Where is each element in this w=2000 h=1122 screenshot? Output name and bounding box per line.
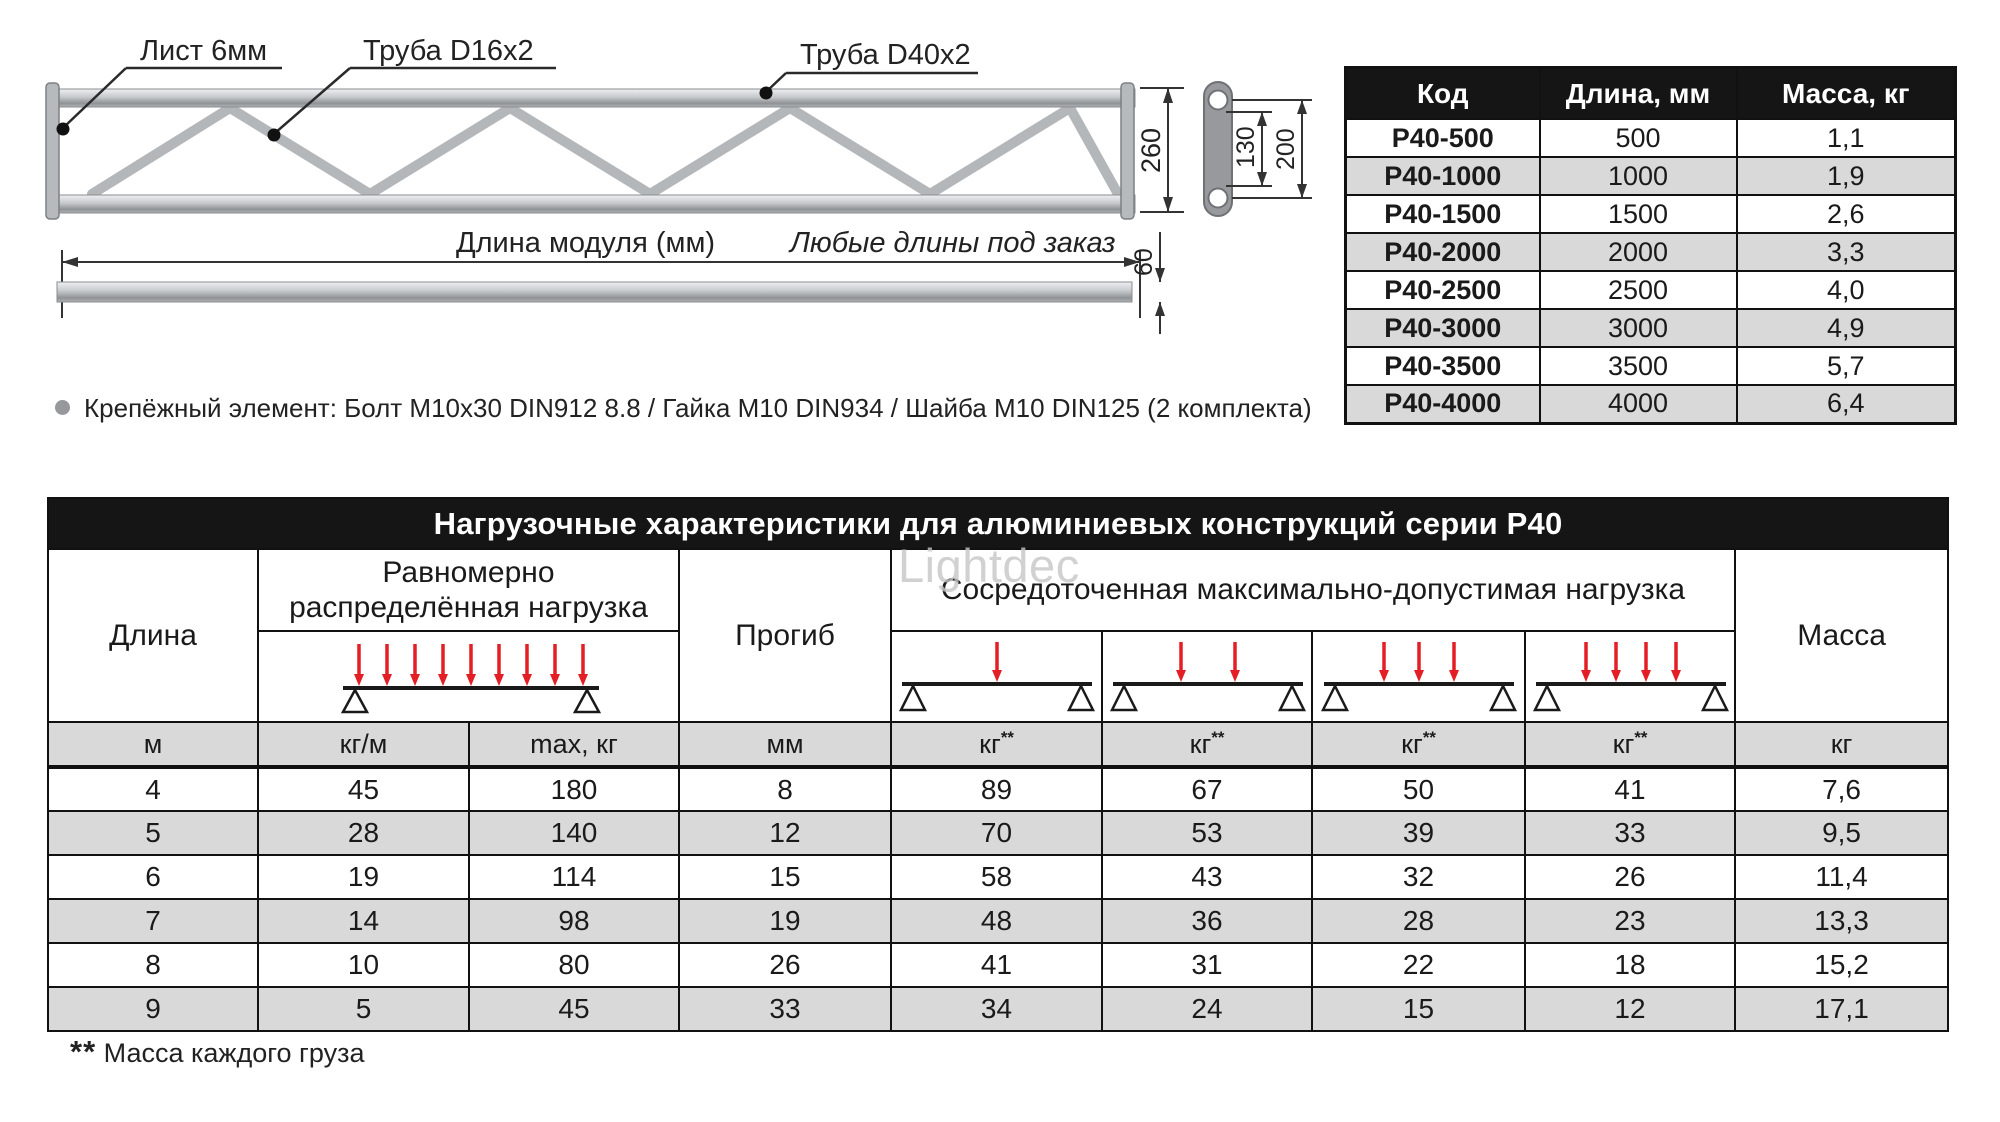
cell: 24 xyxy=(1102,987,1312,1031)
table-row xyxy=(1346,271,1956,309)
cell-mass: 1,1 xyxy=(1737,119,1956,157)
unit-cell: мм xyxy=(679,722,891,767)
cell: 7 xyxy=(48,899,258,943)
unit-cell: max, кг xyxy=(469,722,679,767)
table-row xyxy=(48,855,1948,899)
cell-length: 2500 xyxy=(1540,271,1737,309)
cell-length: 3500 xyxy=(1540,347,1737,385)
load-table-title: Нагрузочные характеристики для алюминиевых конструкций серии Р40 xyxy=(48,498,1948,549)
col-mass-header: Масса xyxy=(1735,549,1948,722)
cell: 19 xyxy=(258,855,469,899)
cell-length: 3000 xyxy=(1540,309,1737,347)
dim-260-label: 260 xyxy=(1136,127,1166,173)
unit-cell: кг** xyxy=(1525,722,1735,767)
table-row xyxy=(48,943,1948,987)
cell: 23 xyxy=(1525,899,1735,943)
cell: 98 xyxy=(469,899,679,943)
cell: 15,2 xyxy=(1735,943,1948,987)
unit-cell: кг/м xyxy=(258,722,469,767)
label-any-length: Любые длины под заказ xyxy=(790,227,1116,259)
unit-cell: кг** xyxy=(1312,722,1525,767)
table-footnote xyxy=(70,1034,364,1070)
cell: 48 xyxy=(891,899,1102,943)
point-load-diagram-4 xyxy=(1525,631,1735,722)
cell: 26 xyxy=(1525,855,1735,899)
uniform-load-diagram xyxy=(258,631,679,722)
cell-code: P40-3000 xyxy=(1346,309,1540,347)
cell-code: P40-2000 xyxy=(1346,233,1540,271)
cell: 22 xyxy=(1312,943,1525,987)
cell-code: P40-3500 xyxy=(1346,347,1540,385)
col-uniform-header xyxy=(258,549,679,631)
cell: 33 xyxy=(1525,811,1735,855)
label-module-length: Длина модуля (мм) xyxy=(456,227,716,259)
cell: 80 xyxy=(469,943,679,987)
cell: 28 xyxy=(258,811,469,855)
codes-table xyxy=(1344,66,1957,425)
cell: 4 xyxy=(48,767,258,811)
cell-length: 500 xyxy=(1540,119,1737,157)
watermark: Lightdec xyxy=(898,539,1080,592)
cell-code: P40-1000 xyxy=(1346,157,1540,195)
cell-mass: 4,0 xyxy=(1737,271,1956,309)
arrowhead xyxy=(1297,100,1307,114)
table-row xyxy=(48,767,1948,811)
cell: 6 xyxy=(48,855,258,899)
cell: 114 xyxy=(469,855,679,899)
cell: 39 xyxy=(1312,811,1525,855)
cell: 89 xyxy=(891,767,1102,811)
cell: 31 xyxy=(1102,943,1312,987)
units-row xyxy=(48,722,1948,767)
cell: 18 xyxy=(1525,943,1735,987)
label-tube-big: Труба D40x2 xyxy=(800,39,971,71)
cell-mass: 4,9 xyxy=(1737,309,1956,347)
cell: 7,6 xyxy=(1735,767,1948,811)
cell: 13,3 xyxy=(1735,899,1948,943)
cell-length: 1500 xyxy=(1540,195,1737,233)
cell-code: P40-4000 xyxy=(1346,385,1540,423)
bullet-icon xyxy=(55,400,70,415)
cell-mass: 6,4 xyxy=(1737,385,1956,423)
unit-cell: кг** xyxy=(1102,722,1312,767)
cell: 32 xyxy=(1312,855,1525,899)
cell: 67 xyxy=(1102,767,1312,811)
cell: 140 xyxy=(469,811,679,855)
cell-length: 2000 xyxy=(1540,233,1737,271)
callout-dot xyxy=(57,123,70,136)
cell-mass: 1,9 xyxy=(1737,157,1956,195)
truss-drawing xyxy=(0,0,1340,360)
col-length-header: Длина xyxy=(48,549,258,722)
table-row xyxy=(1346,347,1956,385)
cell: 180 xyxy=(469,767,679,811)
load-table xyxy=(47,497,1949,1032)
cell: 12 xyxy=(1525,987,1735,1031)
dim-130-label: 130 xyxy=(1232,126,1260,168)
table-row xyxy=(1346,157,1956,195)
cell: 15 xyxy=(1312,987,1525,1031)
cell: 41 xyxy=(1525,767,1735,811)
col-deflection-header: Прогиб xyxy=(679,549,891,722)
unit-cell: кг xyxy=(1735,722,1948,767)
cell-mass: 2,6 xyxy=(1737,195,1956,233)
col-mass: Масса, кг xyxy=(1737,68,1956,120)
arrowhead xyxy=(1297,184,1307,198)
cell: 45 xyxy=(258,767,469,811)
col-concentrated-header: Сосредоточенная максимально-допустимая нагрузка xyxy=(891,549,1735,631)
cell: 19 xyxy=(679,899,891,943)
cell: 14 xyxy=(258,899,469,943)
cell: 8 xyxy=(679,767,891,811)
cell: 15 xyxy=(679,855,891,899)
cell: 26 xyxy=(679,943,891,987)
arrowhead xyxy=(62,257,78,267)
arrowhead xyxy=(1155,302,1165,316)
footnote-symbol: ** xyxy=(70,1034,97,1069)
cell: 11,4 xyxy=(1735,855,1948,899)
unit-cell: кг** xyxy=(891,722,1102,767)
arrowhead xyxy=(1163,197,1173,212)
cell: 28 xyxy=(1312,899,1525,943)
cell-mass: 5,7 xyxy=(1737,347,1956,385)
uniform-header-text: Равномерно распределённая нагрузка xyxy=(289,555,648,624)
cell: 33 xyxy=(679,987,891,1031)
table-row xyxy=(1346,385,1956,423)
table-row xyxy=(48,987,1948,1031)
cell-length: 1000 xyxy=(1540,157,1737,195)
callout-dot xyxy=(268,129,281,142)
callout-dot xyxy=(760,87,773,100)
cell: 36 xyxy=(1102,899,1312,943)
fastener-note: Крепёжный элемент: Болт М10х30 DIN912 8.8 / Гайка М10 DIN934 / Шайба М10 DIN125 (2 комплекта) xyxy=(84,393,1312,423)
cell: 5 xyxy=(48,811,258,855)
col-code: Код xyxy=(1346,68,1540,120)
arrowhead xyxy=(1257,112,1267,126)
arrowhead xyxy=(1257,172,1267,186)
cell-code: P40-1500 xyxy=(1346,195,1540,233)
label-sheet: Лист 6мм xyxy=(140,35,268,67)
callout-tube-big xyxy=(767,73,978,91)
cell-code: P40-500 xyxy=(1346,119,1540,157)
unit-cell: м xyxy=(48,722,258,767)
cell-mass: 3,3 xyxy=(1737,233,1956,271)
module-tube xyxy=(57,282,1132,302)
point-load-diagram-1 xyxy=(891,631,1102,722)
dim-60-label: 60 xyxy=(1130,248,1158,276)
footnote-text: Масса каждого груза xyxy=(103,1038,365,1068)
cell: 8 xyxy=(48,943,258,987)
table-row xyxy=(1346,119,1956,157)
codes-header-row xyxy=(1346,68,1956,120)
table-row xyxy=(48,899,1948,943)
cell: 9 xyxy=(48,987,258,1031)
table-row xyxy=(1346,309,1956,347)
truss-side-view xyxy=(46,83,1135,219)
cell: 10 xyxy=(258,943,469,987)
cell: 53 xyxy=(1102,811,1312,855)
cell: 5 xyxy=(258,987,469,1031)
dim-200-label: 200 xyxy=(1272,128,1300,170)
table-row xyxy=(1346,233,1956,271)
cell: 45 xyxy=(469,987,679,1031)
cell-code: P40-2500 xyxy=(1346,271,1540,309)
cell: 70 xyxy=(891,811,1102,855)
label-tube-small: Труба D16x2 xyxy=(363,35,534,67)
cell-length: 4000 xyxy=(1540,385,1737,423)
col-length: Длина, мм xyxy=(1540,68,1737,120)
cell: 9,5 xyxy=(1735,811,1948,855)
truss-end-view xyxy=(1204,82,1232,216)
cell: 58 xyxy=(891,855,1102,899)
cell: 50 xyxy=(1312,767,1525,811)
arrowhead xyxy=(1163,88,1173,103)
table-row xyxy=(1346,195,1956,233)
point-load-diagram-3 xyxy=(1312,631,1525,722)
table-row xyxy=(48,811,1948,855)
cell: 41 xyxy=(891,943,1102,987)
cell: 17,1 xyxy=(1735,987,1948,1031)
point-load-diagram-2 xyxy=(1102,631,1312,722)
cell: 43 xyxy=(1102,855,1312,899)
cell: 12 xyxy=(679,811,891,855)
cell: 34 xyxy=(891,987,1102,1031)
